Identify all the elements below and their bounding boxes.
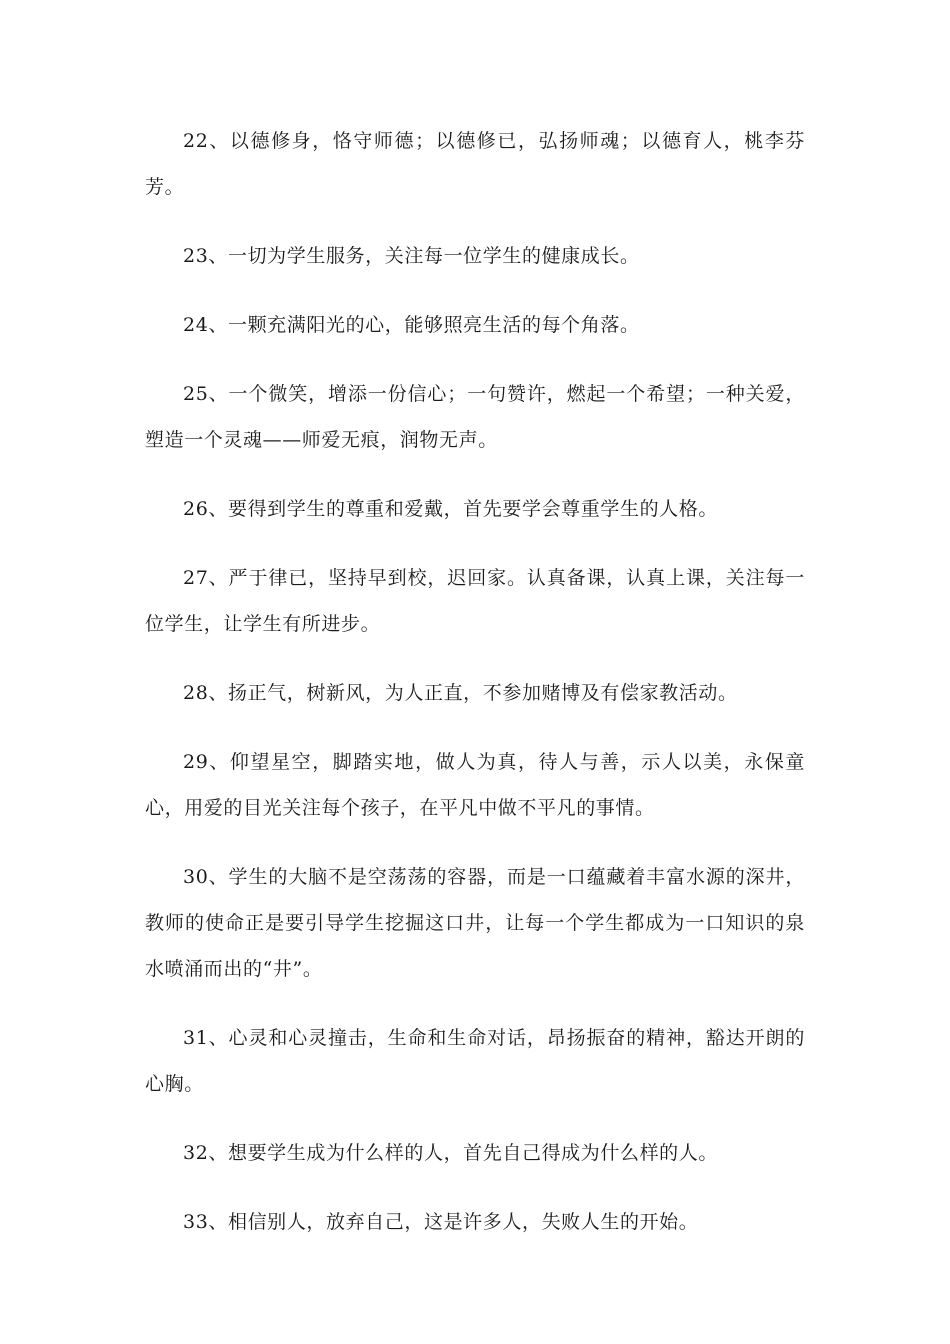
paragraph-22: 22、以德修身，恪守师德；以德修已，弘扬师魂；以德育人，桃李芬芳。 xyxy=(145,130,805,198)
document-body xyxy=(145,118,805,1268)
paragraph-28: 28、扬正气，树新风，为人正直，不参加赌博及有偿家教活动。 xyxy=(183,682,738,704)
paragraph-24: 24、一颗充满阳光的心，能够照亮生活的每个角落。 xyxy=(183,314,640,336)
paragraph-23: 23、一切为学生服务，关注每一位学生的健康成长。 xyxy=(183,245,640,267)
paragraph-33: 33、相信别人，放弃自己，这是许多人，失败人生的开始。 xyxy=(183,1211,699,1233)
paragraph-25: 25、一个微笑，增添一份信心；一句赞许，燃起一个希望；一种关爱，塑造一个灵魂——师爱无痕，润物无声。 xyxy=(145,383,805,451)
paragraph-26: 26、要得到学生的尊重和爱戴，首先要学会尊重学生的人格。 xyxy=(183,498,718,520)
paragraph-31: 31、心灵和心灵撞击，生命和生命对话，昂扬振奋的精神，豁达开朗的心胸。 xyxy=(145,1027,805,1095)
paragraph-30: 30、学生的大脑不是空荡荡的容器，而是一口蕴藏着丰富水源的深井，教师的使命正是要引导学生挖掘这口井，让每一个学生都成为一口知识的泉水喷涌而出的“井”。 xyxy=(145,866,805,980)
paragraph-29: 29、仰望星空，脚踏实地，做人为真，待人与善，示人以美，永保童心，用爱的目光关注每个孩子，在平凡中做不平凡的事情。 xyxy=(145,751,805,819)
paragraph-32: 32、想要学生成为什么样的人，首先自己得成为什么样的人。 xyxy=(183,1142,718,1164)
paragraph-27: 27、严于律已，坚持早到校，迟回家。认真备课，认真上课，关注每一位学生，让学生有所进步。 xyxy=(145,567,805,635)
